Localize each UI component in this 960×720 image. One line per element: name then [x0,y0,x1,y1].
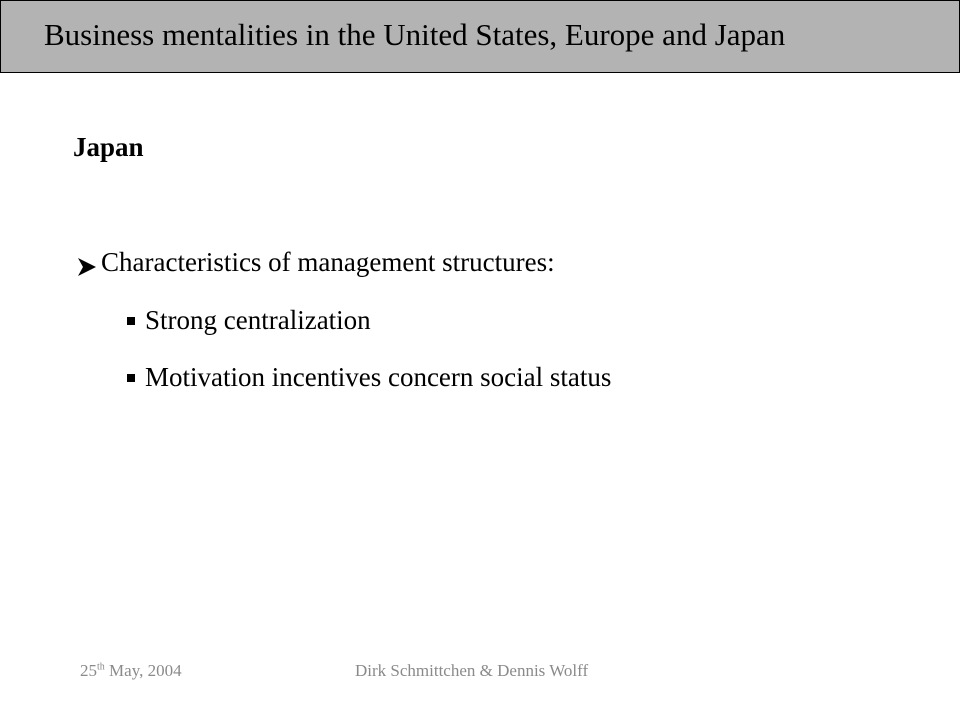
sub-bullet-text: Strong centralization [145,305,371,335]
main-bullet-text: Characteristics of management structures: [101,247,555,277]
footer-date-day: 25 [80,661,97,680]
footer-authors: Dirk Schmittchen & Dennis Wolff [355,661,589,680]
title-bar [0,0,960,73]
footer-date-suffix: th [97,661,105,673]
sub-bullet-centralization [127,302,371,338]
main-bullet [76,244,555,280]
slide-title: Business mentalities in the United States, Europe and Japan [44,17,786,52]
footer-date [80,660,182,682]
sub-bullet-text: Motivation incentives concern social status [145,362,612,392]
footer-date-rest: May, 2004 [104,661,182,680]
square-bullet-icon [127,317,135,325]
square-bullet-icon [127,374,135,382]
arrowhead-bullet-icon [76,251,98,273]
section-heading: Japan [73,132,144,162]
sub-bullet-motivation [127,359,611,395]
